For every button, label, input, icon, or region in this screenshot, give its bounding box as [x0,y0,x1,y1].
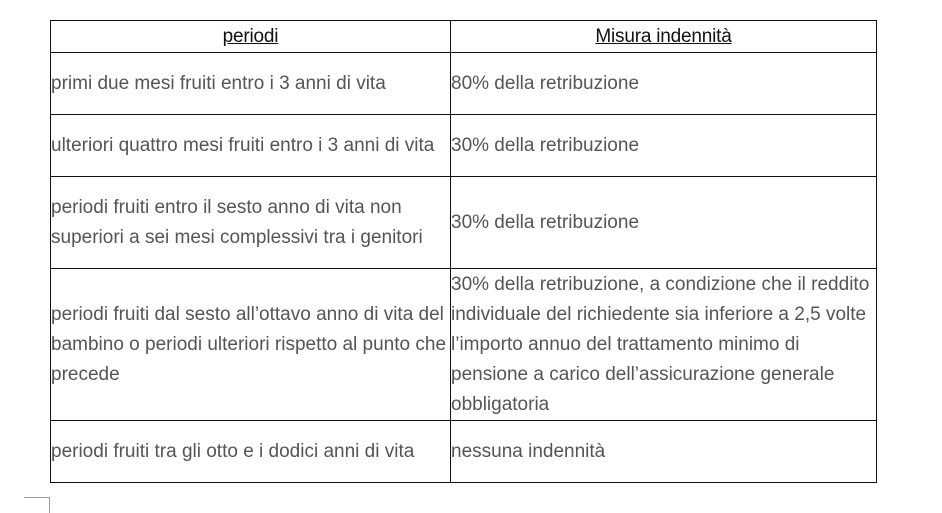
header-misura-indennita: Misura indennità [451,21,877,53]
text-boundary-corner-mark [24,497,50,513]
cell-periodo: ulteriori quattro mesi fruiti entro i 3 anni di vita [51,115,451,177]
cell-periodo: primi due mesi fruiti entro i 3 anni di vita [51,53,451,115]
cell-misura: 30% della retribuzione [451,115,877,177]
header-periodi: periodi [51,21,451,53]
header-row [51,21,877,53]
table-row [51,421,877,483]
table-row [51,177,877,269]
table-row [51,269,877,421]
cell-periodo: periodi fruiti dal sesto all’ottavo anno di vita del bambino o periodi ulteriori rispetto al punto che precede [51,269,451,421]
table-row [51,53,877,115]
cell-misura: 80% della retribuzione [451,53,877,115]
cell-misura: nessuna indennità [451,421,877,483]
cell-misura: 30% della retribuzione, a condizione che il reddito individuale del richiedente sia inferiore a 2,5 volte l’importo annuo del trattamento minimo di pensione a carico dell’assicurazione generale obbligatoria [451,269,877,421]
cell-periodo: periodi fruiti tra gli otto e i dodici anni di vita [51,421,451,483]
cell-periodo: periodi fruiti entro il sesto anno di vita non superiori a sei mesi complessivi tra i genitori [51,177,451,269]
table-row [51,115,877,177]
indennita-table [50,20,877,483]
cell-misura: 30% della retribuzione [451,177,877,269]
